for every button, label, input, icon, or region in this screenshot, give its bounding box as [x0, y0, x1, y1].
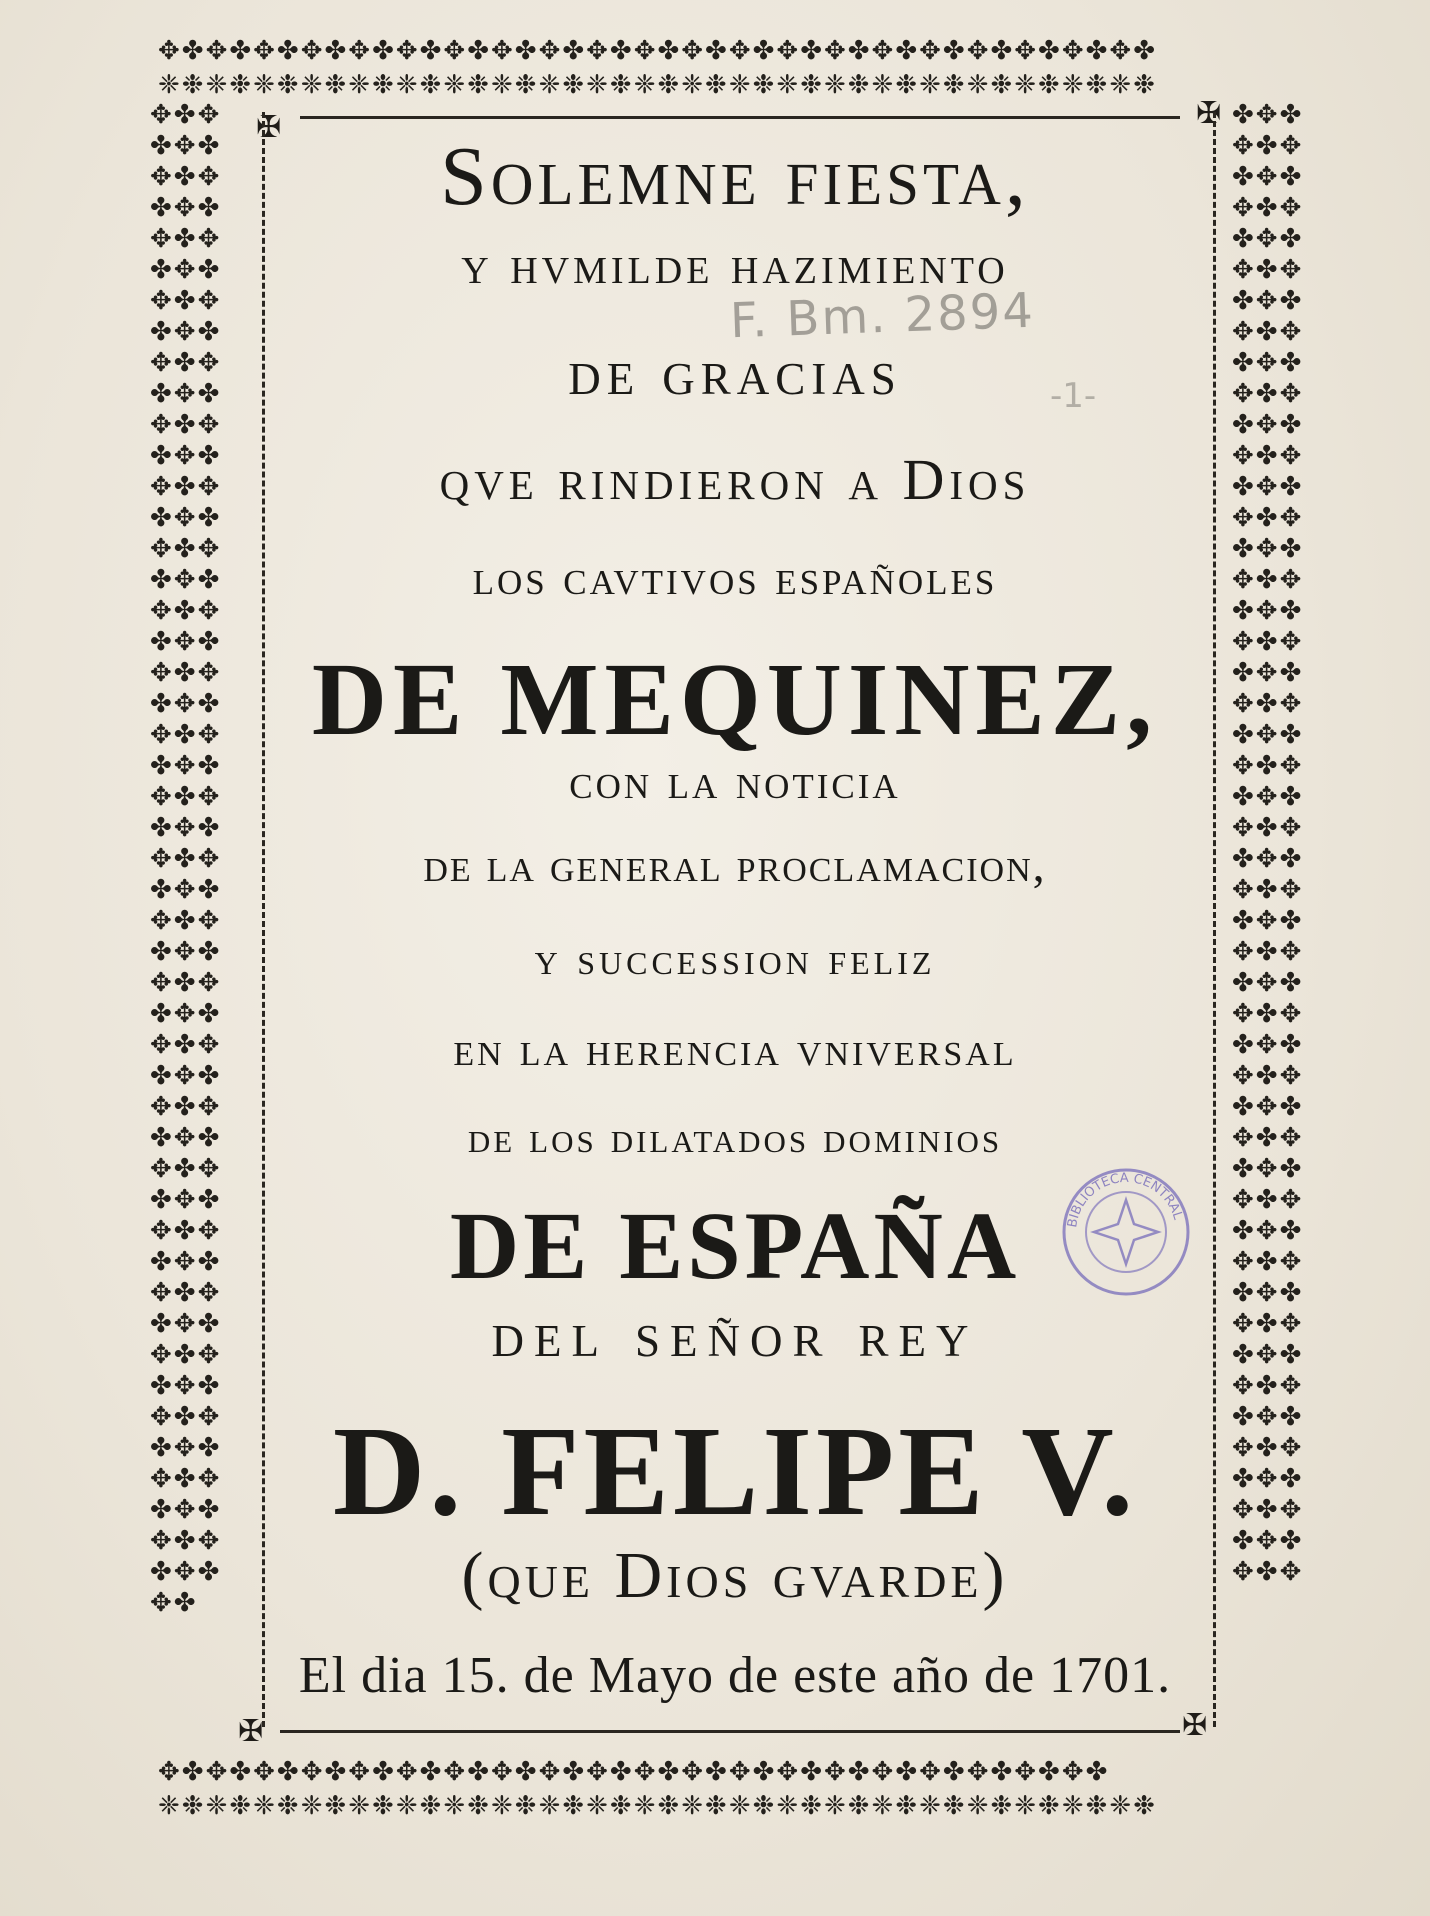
title-line-1: Solemne fiesta,: [440, 130, 1030, 223]
frame-rule-top: [300, 116, 1180, 119]
cross-ornament-icon: ✠: [256, 110, 282, 145]
title-line-3: de gracias: [568, 337, 902, 408]
cross-ornament-icon: ✠: [238, 1714, 264, 1749]
title-line-5: los cavtivos españoles: [472, 549, 998, 605]
title-line-13: del señor rey: [491, 1299, 979, 1370]
ornamental-border-top: ✥✤✥✤✥✤✥✤✥✤✥✤✥✤✥✤✥✤✥✤✥✤✥✤✥✤✥✤✥✤✥✤✥✤✥✤✥✤✥✤✥✤ ❈❉❈❉❈❉❈❉❈❉❈❉❈❉❈❉❈❉❈❉❈❉❈❉❈❉❈❉❈❉❈❉❈❉❈❉❈❉❈❉❈❉: [158, 36, 1157, 100]
handwritten-folio-mark: -1-: [1050, 376, 1097, 416]
title-line-7: con la noticia: [569, 753, 901, 809]
title-line-2: y hvmilde hazimiento: [461, 235, 1009, 295]
ornamental-border-right: ✤✥✤✥✤✥✤✥✤✥✤✥✤✥✤✥✤✥✤✥✤✥✤✥✤✥✤✥✤✥✤✥✤✥✤✥✤✥✤✥✤✥✤✥✤✥✤✥✤✥✤✥✤✥✤✥✤✥✤✥✤✥✤✥✤✥✤✥✤✥✤✥✤✥✤✥✤✥✤✥✤✥✤✥✤✥✤✥✤✥✤✥✤✥✤✥✤✥✤✥✤✥✤✥✤✥✤✥✤✥✤✥✤✥✤✥✤✥✤✥✤✥✤✥✤✥✤✥✤✥✤✥✤✥✤✥✤✥✤✥✤✥✤✥: [1232, 100, 1304, 1587]
ornamental-border-left: ✥✤✥✤✥✤✥✤✥✤✥✤✥✤✥✤✥✤✥✤✥✤✥✤✥✤✥✤✥✤✥✤✥✤✥✤✥✤✥✤✥✤✥✤✥✤✥✤✥✤✥✤✥✤✥✤✥✤✥✤✥✤✥✤✥✤✥✤✥✤✥✤✥✤✥✤✥✤✥✤✥✤✥✤✥✤✥✤✥✤✥✤✥✤✥✤✥✤✥✤✥✤✥✤✥✤✥✤✥✤✥✤✥✤✥✤✥✤✥✤✥✤✥✤✥✤✥✤✥✤✥✤✥✤✥✤✥✤✥✤✥✤✥✤✥✤: [150, 100, 222, 1618]
handwritten-shelfmark: F. Bm. 2894: [729, 282, 1036, 350]
title-line-10: en la herencia vniversal: [453, 1023, 1017, 1076]
title-line-15: (que Dios gvarde): [461, 1539, 1009, 1612]
title-line-11: de los dilatados dominios: [467, 1113, 1003, 1162]
library-stamp-text: BIBLIOTECA CENTRAL: [1065, 1170, 1186, 1229]
cross-ornament-icon: ✠: [1182, 1708, 1208, 1743]
title-line-8: de la general proclamacion,: [423, 839, 1047, 892]
imprint-date-line: El dia 15. de Mayo de este año de 1701.: [298, 1647, 1172, 1704]
library-stamp: [1056, 1162, 1196, 1302]
frame-rule-bottom: [280, 1730, 1180, 1733]
title-line-9: y succession feliz: [534, 933, 936, 984]
ornamental-border-bottom: ✥✤✥✤✥✤✥✤✥✤✥✤✥✤✥✤✥✤✥✤✥✤✥✤✥✤✥✤✥✤✥✤✥✤✥✤✥✤✥✤ ❈❉❈❉❈❉❈❉❈❉❈❉❈❉❈❉❈❉❈❉❈❉❈❉❈❉❈❉❈❉❈❉❈❉❈❉❈❉❈❉❈❉: [158, 1757, 1157, 1821]
title-line-6: DE MEQUINEZ,: [311, 642, 1159, 757]
title-line-14: D. FELIPE V.: [332, 1400, 1138, 1542]
title-line-12: DE ESPAÑA: [449, 1192, 1021, 1299]
title-line-4: qve rindieron a Dios: [439, 447, 1031, 512]
cross-ornament-icon: ✠: [1196, 96, 1222, 131]
